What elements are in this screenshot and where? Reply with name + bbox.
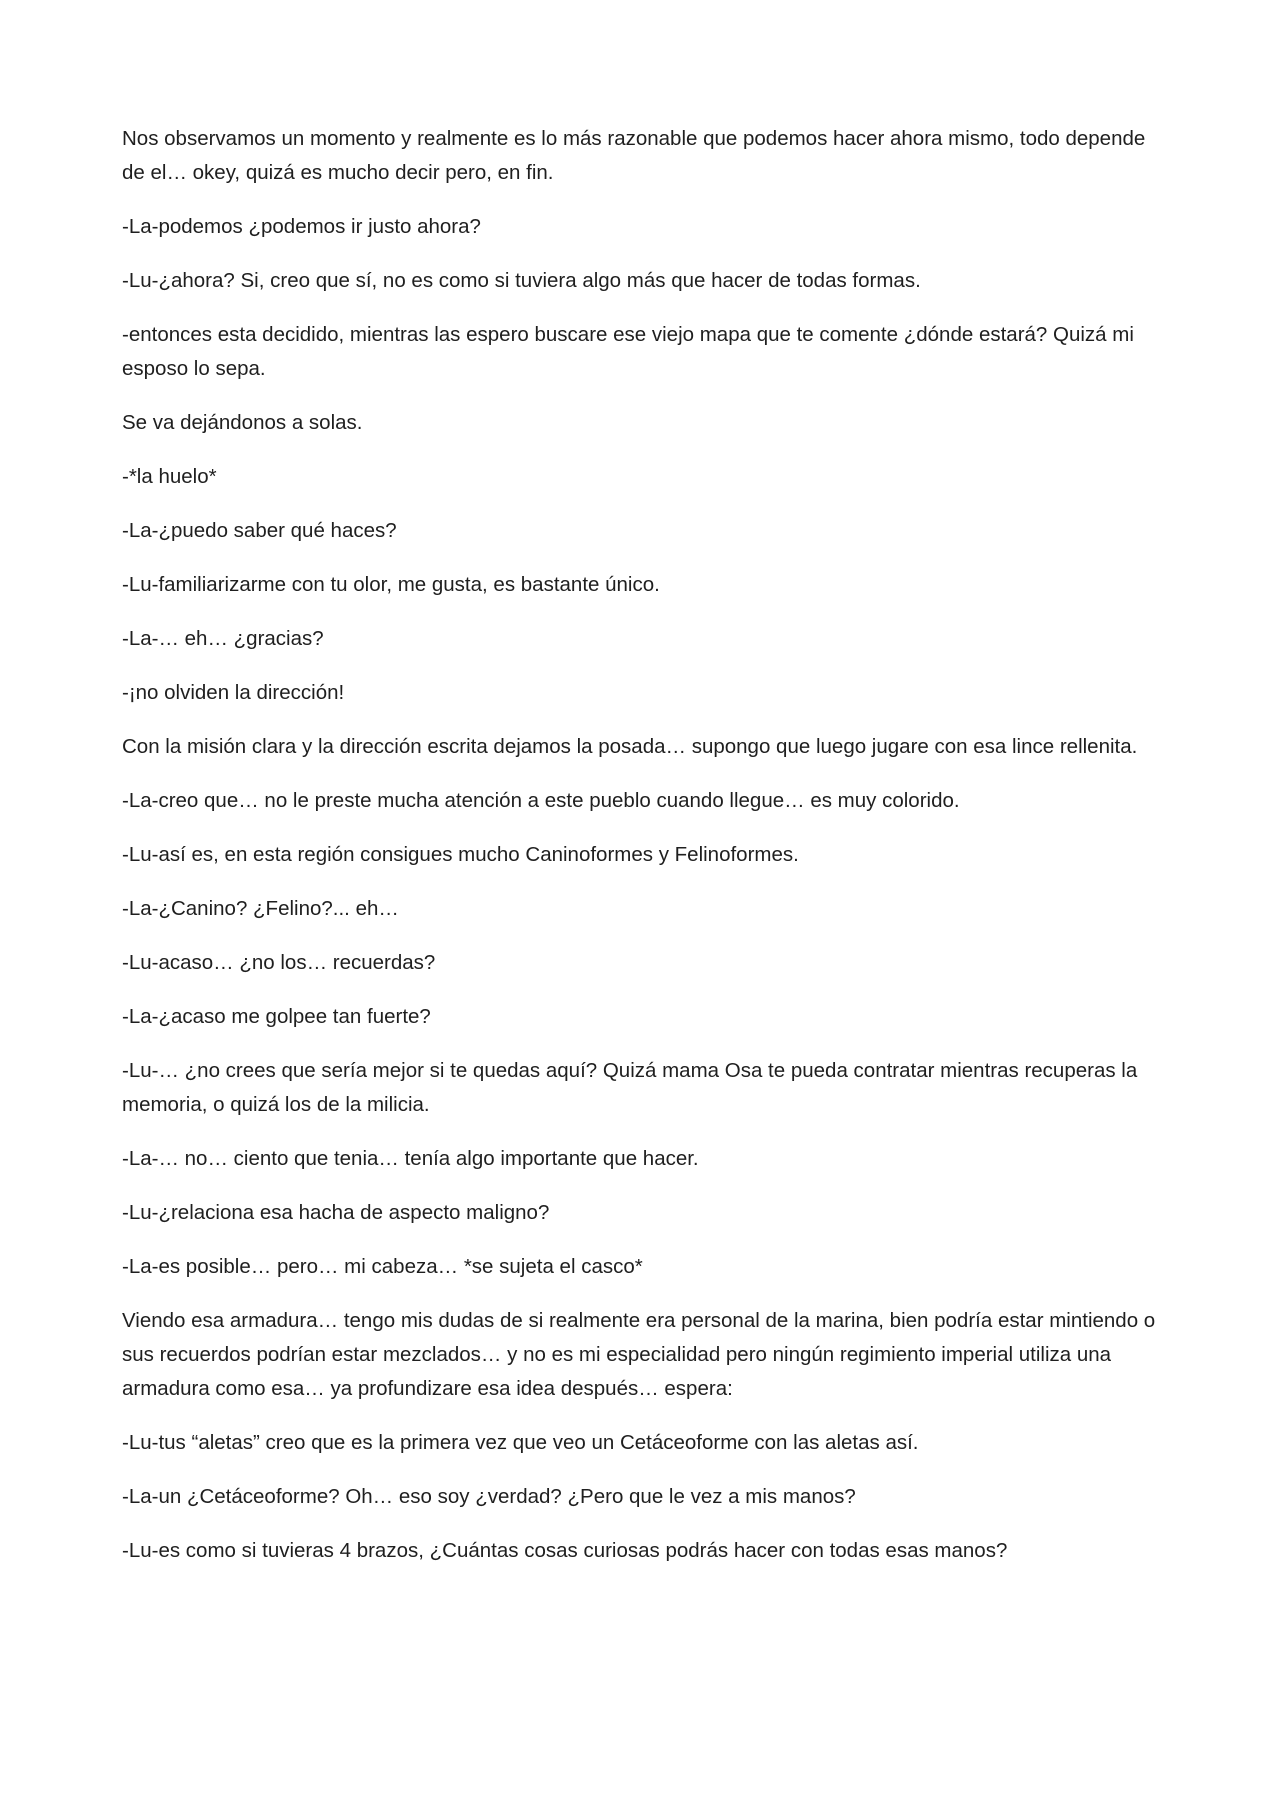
paragraph-4: -entonces esta decidido, mientras las espero buscare ese viejo mapa que te comente ¿dónde estará? Quizá mi esposo lo sepa. [122,323,1134,380]
paragraph-3: -Lu-¿ahora? Si, creo que sí, no es como si tuviera algo más que hacer de todas formas. [122,269,921,292]
paragraph-7: -La-¿puedo saber qué haces? [122,519,397,542]
paragraph-24: -Lu-es como si tuvieras 4 brazos, ¿Cuántas cosas curiosas podrás hacer con todas esas manos? [122,1539,1008,1562]
paragraph-11: Con la misión clara y la dirección escrita dejamos la posada… supongo que luego jugare con esa lince rellenita. [122,735,1138,758]
paragraph-1: Nos observamos un momento y realmente es lo más razonable que podemos hacer ahora mismo, todo depende de el… okey, quizá es mucho decir pero, en fin. [122,127,1146,184]
paragraph-22: -Lu-tus “aletas” creo que es la primera vez que veo un Cetáceoforme con las aletas así. [122,1431,919,1454]
paragraph-5: Se va dejándonos a solas. [122,411,363,434]
paragraph-14: -La-¿Canino? ¿Felino?... eh… [122,897,399,920]
document-page [122,122,1172,1588]
paragraph-17: -Lu-… ¿no crees que sería mejor si te quedas aquí? Quizá mama Osa te pueda contratar mientras recuperas la memoria, o quizá los de la milicia. [122,1059,1138,1116]
paragraph-9: -La-… eh… ¿gracias? [122,627,324,650]
paragraph-13: -Lu-así es, en esta región consigues mucho Caninoformes y Felinoformes. [122,843,799,866]
paragraph-18: -La-… no… ciento que tenia… tenía algo importante que hacer. [122,1147,699,1170]
paragraph-6: -*la huelo* [122,465,217,488]
paragraph-19: -Lu-¿relaciona esa hacha de aspecto maligno? [122,1201,550,1224]
paragraph-23: -La-un ¿Cetáceoforme? Oh… eso soy ¿verdad? ¿Pero que le vez a mis manos? [122,1485,856,1508]
paragraph-10: -¡no olviden la dirección! [122,681,345,704]
paragraph-16: -La-¿acaso me golpee tan fuerte? [122,1005,431,1028]
paragraph-20: -La-es posible… pero… mi cabeza… *se sujeta el casco* [122,1255,643,1278]
paragraph-12: -La-creo que… no le preste mucha atención a este pueblo cuando llegue… es muy colorido. [122,789,960,812]
paragraph-21: Viendo esa armadura… tengo mis dudas de si realmente era personal de la marina, bien podría estar mintiendo o sus recuerdos podrían estar mezclados… y no es mi especialidad pero ningún regimiento imperial utiliza una armadura como esa… ya profundizare esa idea después… espera: [122,1309,1156,1400]
paragraph-8: -Lu-familiarizarme con tu olor, me gusta, es bastante único. [122,573,660,596]
paragraph-15: -Lu-acaso… ¿no los… recuerdas? [122,951,436,974]
paragraph-2: -La-podemos ¿podemos ir justo ahora? [122,215,481,238]
